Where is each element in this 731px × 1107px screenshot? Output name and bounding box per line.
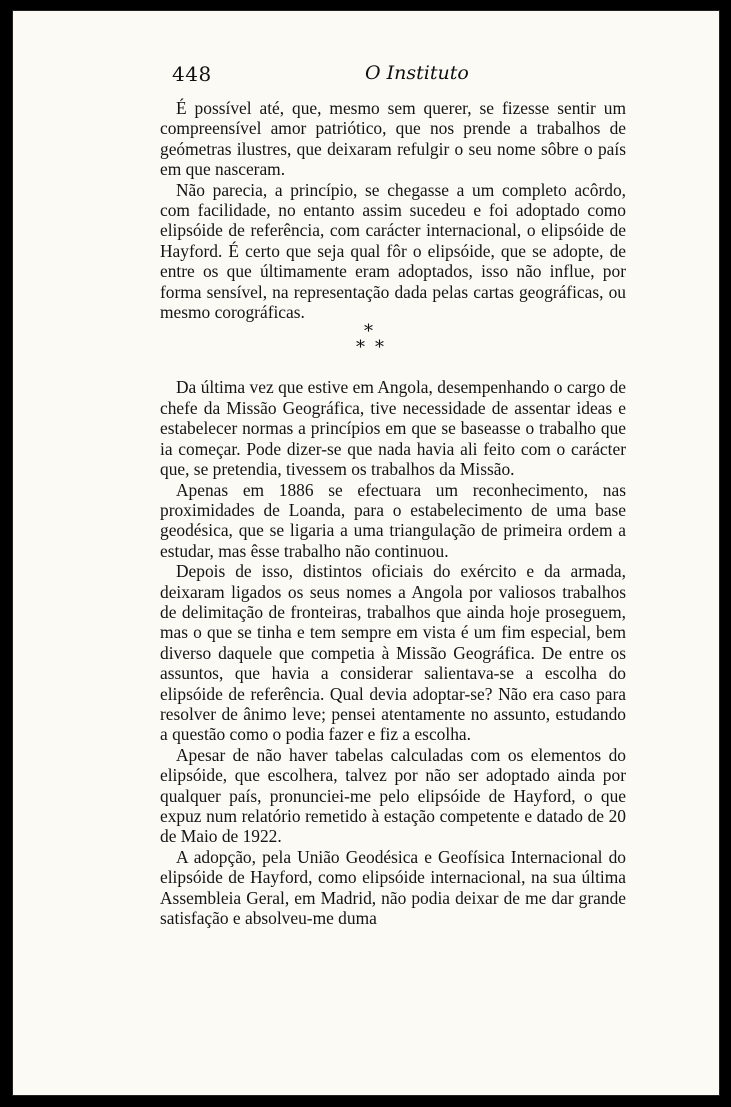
- running-head: O Instituto: [365, 62, 469, 84]
- paragraph-6: Apesar de não haver tabelas calculadas com os elementos do elipsóide, que escolhera, talvez por não ser adoptado ainda por qualquer país, pronunciei-me pelo elipsóide de Hayford, o que expuz num relatório remetido à estação competente e datado de 20 de Maio de 1922.: [160, 744, 626, 847]
- separator-star-right: *: [375, 337, 384, 359]
- paragraph-2: Não parecia, a princípio, se chegasse a um completo acôrdo, com facilidade, no entanto assim sucedeu e foi adoptado como elipsóide de referência, com carácter internacional, o elipsóide de Hayford. É certo que seja qual fôr o elipsóide, que se adopte, de entre os que últimamente eram adoptados, isso não influe, por forma sensível, na representação dada pelas cartas geográficas, ou mesmo corográficas.: [160, 179, 626, 323]
- separator-star-left: *: [356, 337, 365, 359]
- section-separator: [160, 322, 626, 377]
- paragraph-7: A adopção, pela União Geodésica e Geofísica Internacional do elipsóide de Hayford, como elipsóide internacional, na sua última Assembleia Geral, em Madrid, não podia deixar de me dar grande satisfação e absolveu-me duma: [160, 846, 626, 929]
- paragraph-3: Da última vez que estive em Angola, desempenhando o cargo de chefe da Missão Geográfica, tive necessidade de assentar ideas e estabelecer normas a princípios em que se baseasse o trabalho que ia começar. Pode dizer-se que nada havia ali feito com o carácter que, se pretendia, tivessem os trabalhos da Missão.: [160, 377, 626, 480]
- separator-star-top: *: [364, 321, 373, 343]
- paragraph-1: É possível até, que, mesmo sem querer, se fizesse sentir um compreensível amor patriótico, que nos prende a trabalhos de geómetras ilustres, que deixaram refulgir o seu nome sôbre o país em que nasceram.: [160, 98, 626, 180]
- paragraph-4: Apenas em 1886 se efectuara um reconhecimento, nas proximidades de Loanda, para o estabelecimento de uma base geodésica, que se ligaria a uma triangulação de primeira ordem a estudar, mas êsse trabalho não continuou.: [160, 479, 626, 561]
- page-header: [172, 62, 642, 92]
- paragraph-5: Depois de isso, distintos oficiais do exército e da armada, deixaram ligados os seus nomes a Angola por valiosos trabalhos de delimitação de fronteiras, trabalhos que ainda hoje proseguem, mas o que se tinha e tem sempre em vista é um fim especial, bem diverso daquele que competia à Missão Geográfica. De entre os assuntos, que havia a considerar salientava-se a escolha do elipsóide de referência. Qual devia adoptar-se? Não era caso para resolver de ânimo leve; pensei atentamente no assunto, estudando a questão como o podia fazer e fiz a escolha.: [160, 561, 626, 745]
- body-text: [160, 98, 626, 928]
- page-number: 448: [172, 62, 212, 86]
